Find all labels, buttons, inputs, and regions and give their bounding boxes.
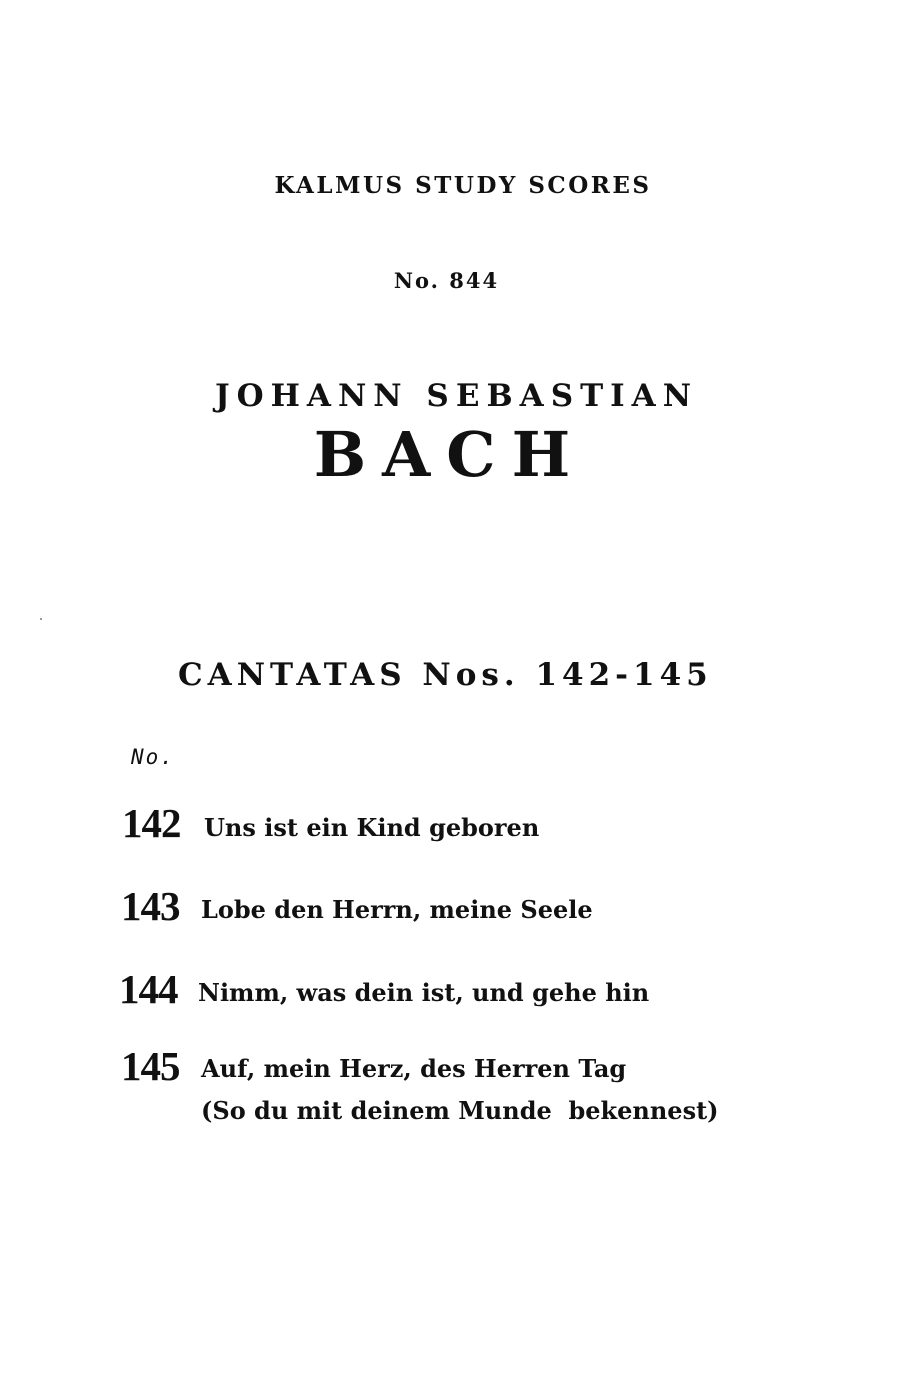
cantata-number: 144: [119, 966, 178, 1012]
print-speck: [40, 618, 42, 620]
cantata-title: Lobe den Herrn, meine Seele: [201, 895, 593, 924]
cantata-title: Uns ist ein Kind geboren: [204, 813, 540, 842]
cantata-number: 145: [121, 1043, 180, 1089]
cantata-title: Auf, mein Herz, des Herren Tag: [201, 1054, 627, 1083]
composer-surname: BACH: [313, 418, 587, 491]
cantata-number: 143: [121, 883, 180, 929]
series-title: KALMUS STUDY SCORES: [274, 172, 652, 199]
list-header: No.: [131, 745, 175, 769]
cantata-title: Nimm, was dein ist, und gehe hin: [198, 978, 650, 1007]
cantata-subtitle: (So du mit deinem Munde bekennest): [201, 1096, 719, 1125]
series-number: No. 844: [393, 268, 500, 293]
work-title: CANTATAS Nos. 142-145: [178, 657, 713, 693]
composer-first-names: JOHANN SEBASTIAN: [214, 378, 699, 414]
cantata-number: 142: [122, 800, 181, 846]
